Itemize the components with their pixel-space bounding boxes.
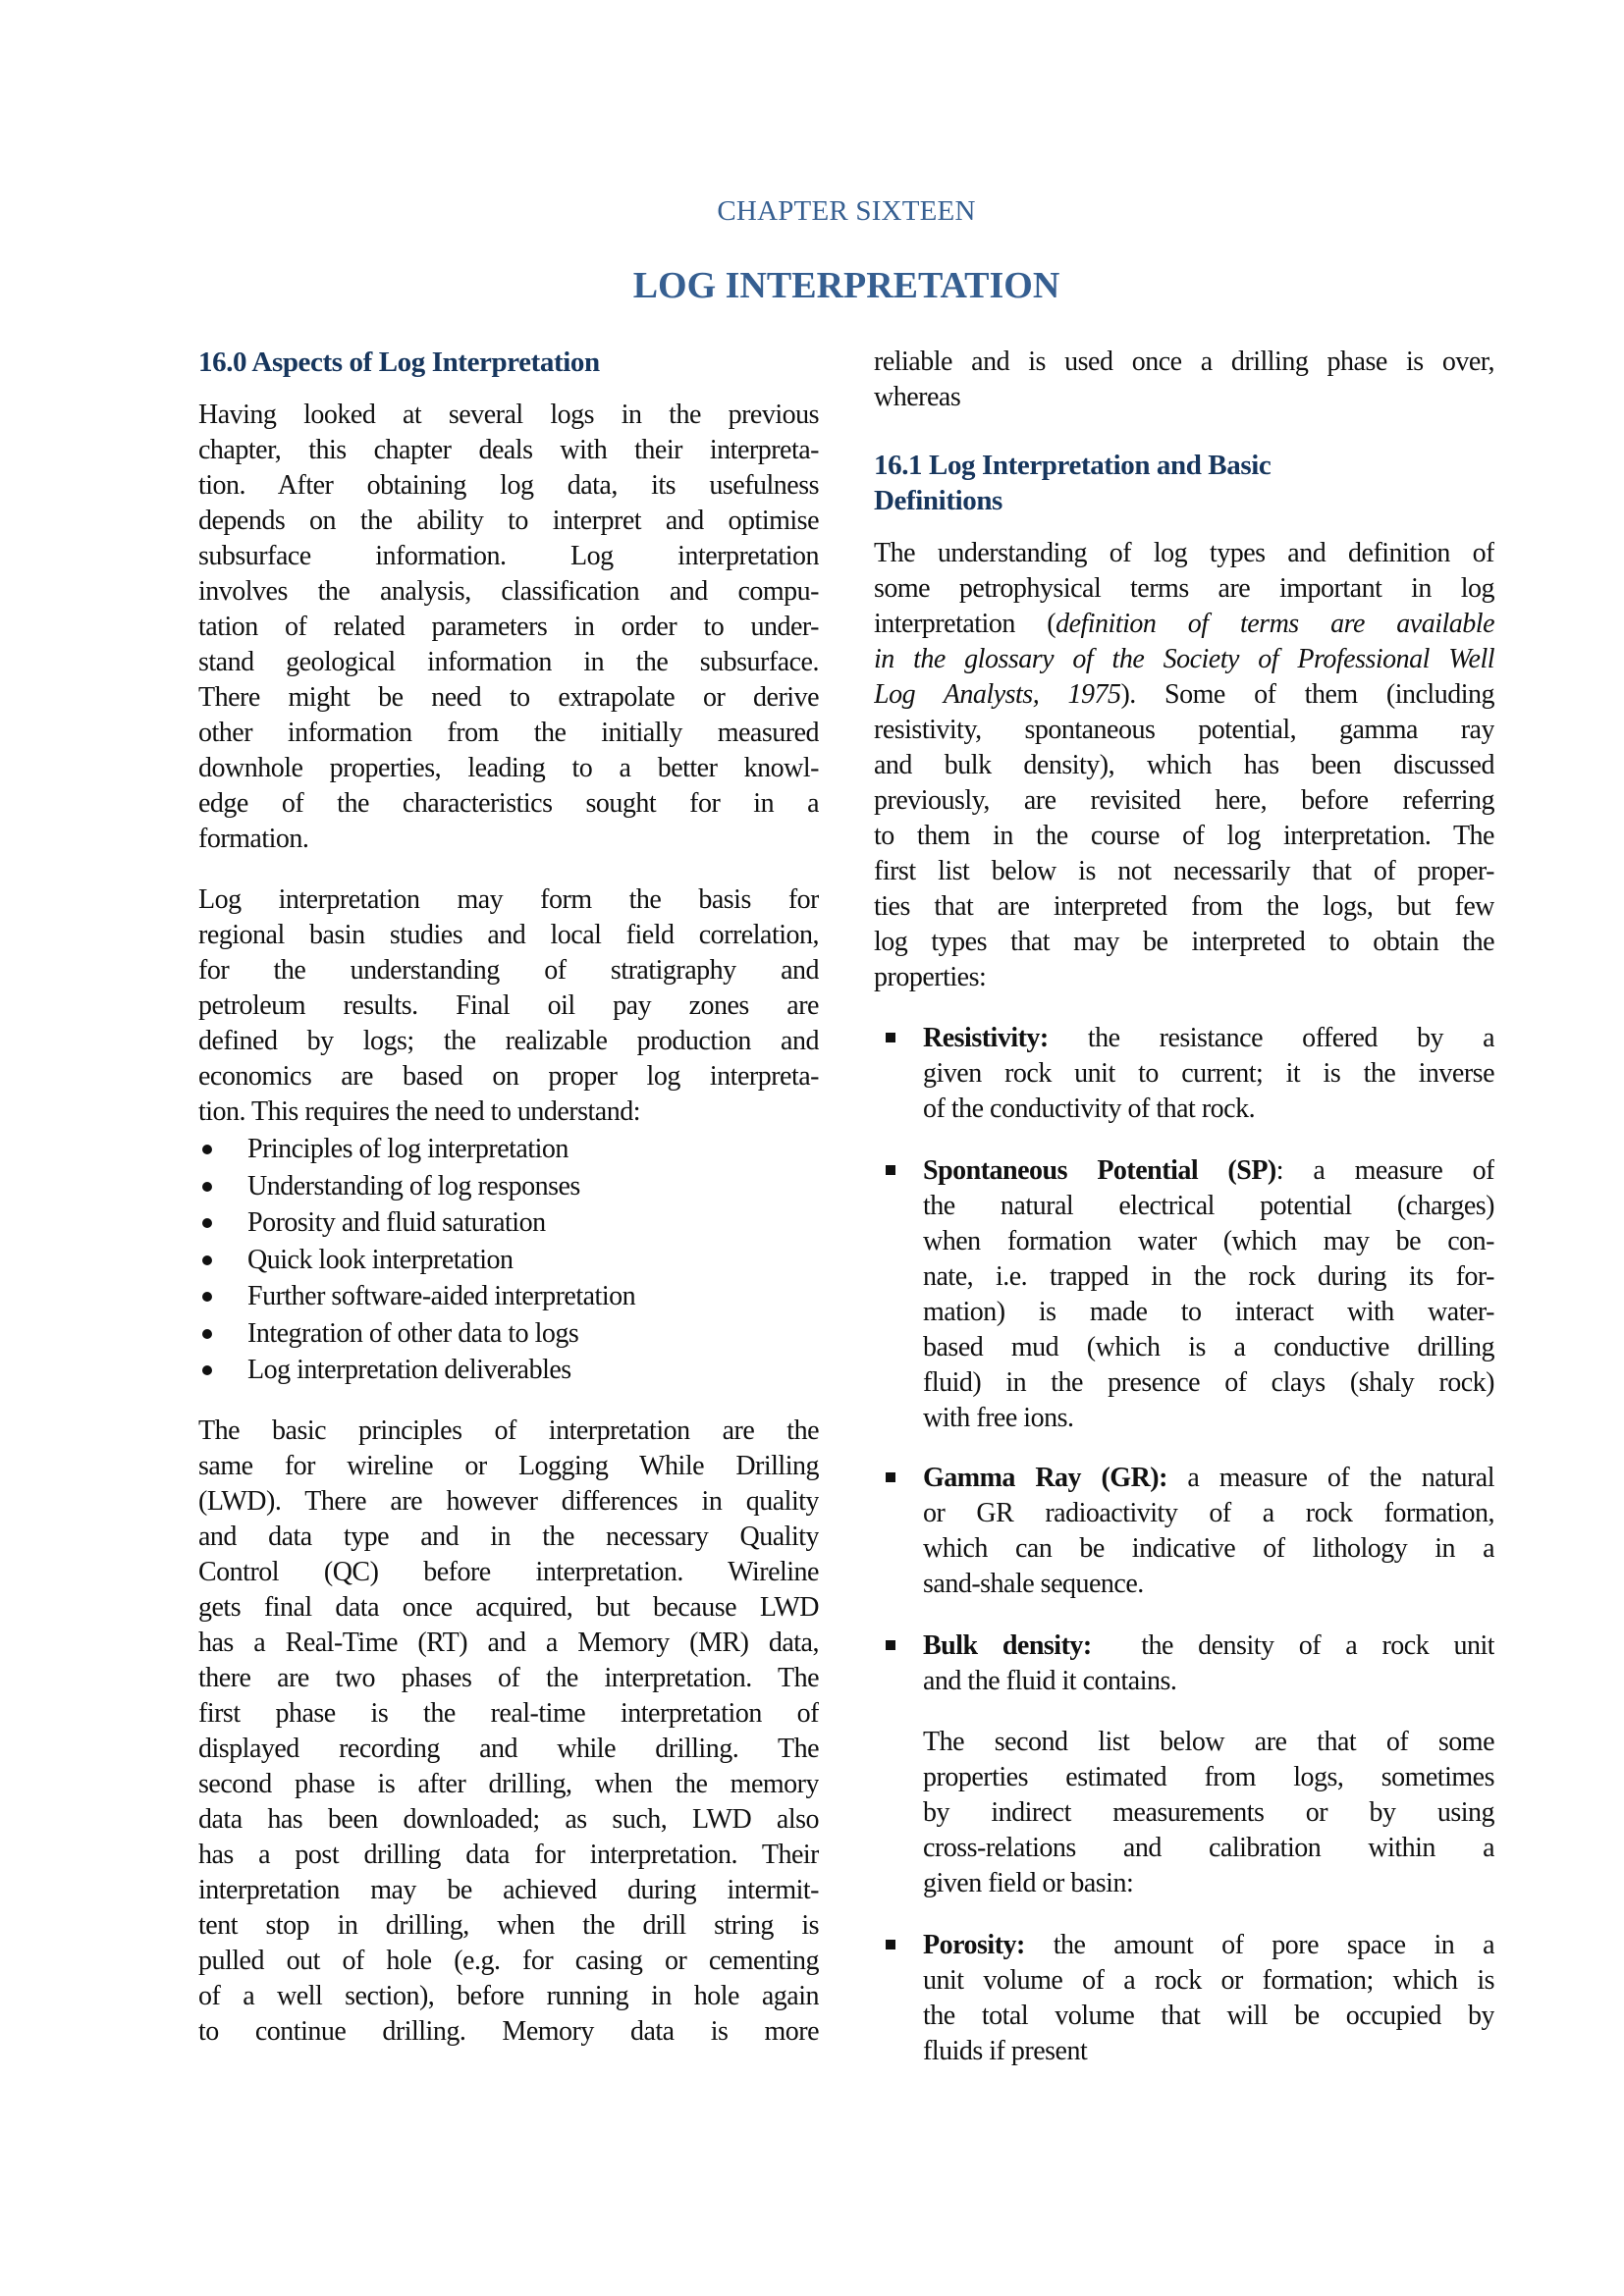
text-line — [923, 1928, 1494, 1963]
bullet-icon — [202, 1182, 212, 1192]
text-line: for the understanding of stratigraphy and — [198, 955, 819, 986]
left-column — [198, 0, 819, 2296]
text-line: first list below is not necessarily that of proper- — [874, 856, 1494, 886]
list-item-text: Integration of other data to logs — [247, 1317, 579, 1349]
right-column — [874, 0, 1494, 2296]
definition-text: the density of a rock unit — [1091, 1630, 1494, 1661]
bullet-icon — [202, 1218, 212, 1228]
definition-text: a measure of the natural — [1166, 1463, 1494, 1493]
text-line: when formation water (which may be con- — [923, 1226, 1494, 1256]
text-line: the natural electrical potential (charges) — [923, 1191, 1494, 1221]
text-line: tent stop in drilling, when the drill string is — [198, 1910, 819, 1941]
bullet-icon — [202, 1255, 212, 1265]
text-line: resistivity, spontaneous potential, gamma ray — [874, 715, 1494, 745]
text-line: which can be indicative of lithology in a — [923, 1533, 1494, 1564]
text-line: sand-shale sequence. — [923, 1569, 1144, 1599]
text-line: nate, i.e. trapped in the rock during its for- — [923, 1261, 1494, 1292]
bullet-icon — [202, 1329, 212, 1339]
section-heading-16-1 — [874, 448, 1494, 518]
paragraph-basin-studies — [198, 882, 819, 1130]
text-line — [874, 677, 1494, 713]
text-line — [923, 1629, 1494, 1664]
text-line: given field or basin: — [923, 1868, 1134, 1898]
text-line: other information from the initially measured — [198, 718, 819, 748]
text-line: has a post drilling data for interpretation. Their — [198, 1840, 819, 1870]
definition-text: the amount of pore space in a — [1024, 1930, 1494, 1960]
list-item — [198, 1278, 819, 1315]
text-line: properties estimated from logs, sometimes — [923, 1762, 1494, 1792]
text-line: depends on the ability to interpret and optimise — [198, 506, 819, 536]
text-line: tion. After obtaining log data, its usefulness — [198, 470, 819, 501]
text-line: and data type and in the necessary Quality — [198, 1522, 819, 1552]
text-line: subsurface information. Log interpretation — [198, 541, 819, 571]
italic-citation: in the glossary of the Society of Professional Well — [874, 644, 1494, 674]
definition-text: the resistance offered by a — [1048, 1023, 1494, 1053]
text-line: and bulk density), which has been discussed — [874, 750, 1494, 780]
text-line: regional basin studies and local field correlation, — [198, 920, 819, 950]
paragraph-basic-principles — [198, 1414, 819, 2050]
text-line: unit volume of a rock or formation; which is — [923, 1965, 1494, 1996]
text-line: second phase is after drilling, when the memory — [198, 1769, 819, 1799]
text-line: of a well section), before running in hole again — [198, 1981, 819, 2011]
text-line: The basic principles of interpretation are the — [198, 1415, 819, 1446]
text-line: of the conductivity of that rock. — [923, 1094, 1256, 1124]
list-item — [198, 1315, 819, 1353]
section-heading-16-1-line-2: Definitions — [874, 485, 1002, 516]
text-line: by indirect measurements or by using — [923, 1797, 1494, 1828]
definition-term: Resistivity: — [923, 1023, 1049, 1053]
text-line: fluids if present — [923, 2036, 1088, 2066]
bullet-icon — [202, 1292, 212, 1302]
list-item-text: Principles of log interpretation — [247, 1134, 568, 1164]
text-line: has a Real-Time (RT) and a Memory (MR) data, — [198, 1628, 819, 1658]
text-line: data has been downloaded; as such, LWD also — [198, 1804, 819, 1835]
text-line: There might be need to extrapolate or derive — [198, 682, 819, 713]
text-line: edge of the characteristics sought for in a — [198, 788, 819, 819]
list-item-text: Log interpretation deliverables — [247, 1355, 571, 1385]
understanding-bullet-list — [198, 1131, 819, 1389]
text-line — [874, 607, 1494, 642]
text-line — [874, 642, 1494, 677]
text-line: with free ions. — [923, 1403, 1074, 1433]
list-item-text: Porosity and fluid saturation — [247, 1207, 546, 1238]
text-line — [923, 1021, 1494, 1056]
text-line: displayed recording and while drilling. The — [198, 1734, 819, 1764]
text-line: or GR radioactivity of a rock formation, — [923, 1498, 1494, 1528]
text-line: based mud (which is a conductive drilling — [923, 1332, 1494, 1362]
text-line: previously, are revisited here, before referring — [874, 785, 1494, 816]
text-line: mation) is made to interact with water- — [923, 1297, 1494, 1327]
bullet-icon — [202, 1145, 212, 1154]
text-line: same for wireline or Logging While Drilling — [198, 1451, 819, 1481]
text-line: to them in the course of log interpretation. The — [874, 821, 1494, 851]
intro-paragraph-rest — [874, 713, 1494, 995]
intro-paragraph — [874, 536, 1494, 995]
list-item — [198, 1131, 819, 1168]
text-line: to continue drilling. Memory data is more — [198, 2016, 819, 2047]
text-line: first phase is the real-time interpretation of — [198, 1698, 819, 1729]
square-bullet-icon — [886, 1940, 895, 1949]
square-bullet-icon — [886, 1033, 895, 1042]
text-line: log types that may be interpreted to obtain the — [874, 927, 1494, 957]
italic-citation: definition of terms are available — [1056, 609, 1494, 639]
chapter-label: CHAPTER SIXTEEN — [717, 195, 976, 227]
text-line: downhole properties, leading to a better knowl- — [198, 753, 819, 783]
text-line — [923, 1153, 1494, 1189]
text-line: formation. — [198, 824, 309, 854]
square-bullet-icon — [886, 1640, 895, 1650]
text-line: cross-relations and calibration within a — [923, 1833, 1494, 1863]
text-line: stand geological information in the subsurface. — [198, 647, 819, 677]
continuation-paragraph — [874, 345, 1494, 415]
text-line: fluid) in the presence of clays (shaly rock) — [923, 1367, 1494, 1398]
text-line: Control (QC) before interpretation. Wireline — [198, 1557, 819, 1587]
square-bullet-icon — [886, 1165, 895, 1175]
text-line: the total volume that will be occupied by — [923, 2001, 1494, 2031]
square-bullet-icon — [886, 1472, 895, 1482]
text-line: Log interpretation may form the basis for — [198, 884, 819, 915]
section-heading-16-1-line-1: 16.1 Log Interpretation and Basic — [874, 450, 1272, 481]
text-line: (LWD). There are however differences in quality — [198, 1486, 819, 1517]
list-item-text: Further software-aided interpretation — [247, 1281, 636, 1311]
text-line: interpretation may be achieved during intermit- — [198, 1875, 819, 1905]
text-line: reliable and is used once a drilling phase is over, — [874, 347, 1494, 377]
text-line: tion. This requires the need to understand: — [198, 1096, 640, 1127]
list-item — [198, 1204, 819, 1242]
text-line: there are two phases of the interpretation. The — [198, 1663, 819, 1693]
text-line: chapter, this chapter deals with their interpreta- — [198, 435, 819, 465]
text-fragment: interpretation ( — [874, 609, 1056, 639]
text-line: gets final data once acquired, but because LWD — [198, 1592, 819, 1623]
page-title: LOG INTERPRETATION — [632, 265, 1060, 306]
list-item — [198, 1168, 819, 1205]
definition-term: Spontaneous Potential (SP) — [923, 1155, 1276, 1186]
definition-text: : a measure of — [1275, 1155, 1494, 1186]
text-line: and the fluid it contains. — [923, 1666, 1177, 1696]
text-line: petroleum results. Final oil pay zones are — [198, 990, 819, 1021]
text-fragment: ). Some of them (including — [1120, 679, 1494, 710]
text-line: The second list below are that of some — [923, 1727, 1494, 1757]
text-line: economics are based on proper log interpreta- — [198, 1061, 819, 1092]
list-item-text: Quick look interpretation — [247, 1244, 514, 1275]
definition-term: Bulk density: — [923, 1630, 1092, 1661]
list-item — [198, 1352, 819, 1389]
list-item — [198, 1242, 819, 1279]
italic-citation: Log Analysts, 1975 — [874, 679, 1121, 710]
paragraph-aspects — [198, 398, 819, 857]
text-line — [923, 1461, 1494, 1496]
text-line: whereas — [874, 382, 961, 412]
text-line: defined by logs; the realizable production and — [198, 1026, 819, 1056]
list-item-text: Understanding of log responses — [247, 1170, 580, 1201]
text-line: ties that are interpreted from the logs, but few — [874, 891, 1494, 922]
section-heading-16-0: 16.0 Aspects of Log Interpretation — [198, 347, 600, 378]
text-line: tation of related parameters in order to under- — [198, 612, 819, 642]
bullet-icon — [202, 1365, 212, 1375]
text-line: pulled out of hole (e.g. for casing or cementing — [198, 1946, 819, 1976]
text-line: some petrophysical terms are important in log — [874, 573, 1494, 604]
text-line: properties: — [874, 962, 987, 992]
text-line: The understanding of log types and definition of — [874, 538, 1494, 568]
definition-term: Gamma Ray (GR): — [923, 1463, 1167, 1493]
definition-term: Porosity: — [923, 1930, 1025, 1960]
text-line: Having looked at several logs in the previous — [198, 400, 819, 430]
text-line: given rock unit to current; it is the inverse — [923, 1058, 1494, 1089]
text-line: involves the analysis, classification and compu- — [198, 576, 819, 607]
